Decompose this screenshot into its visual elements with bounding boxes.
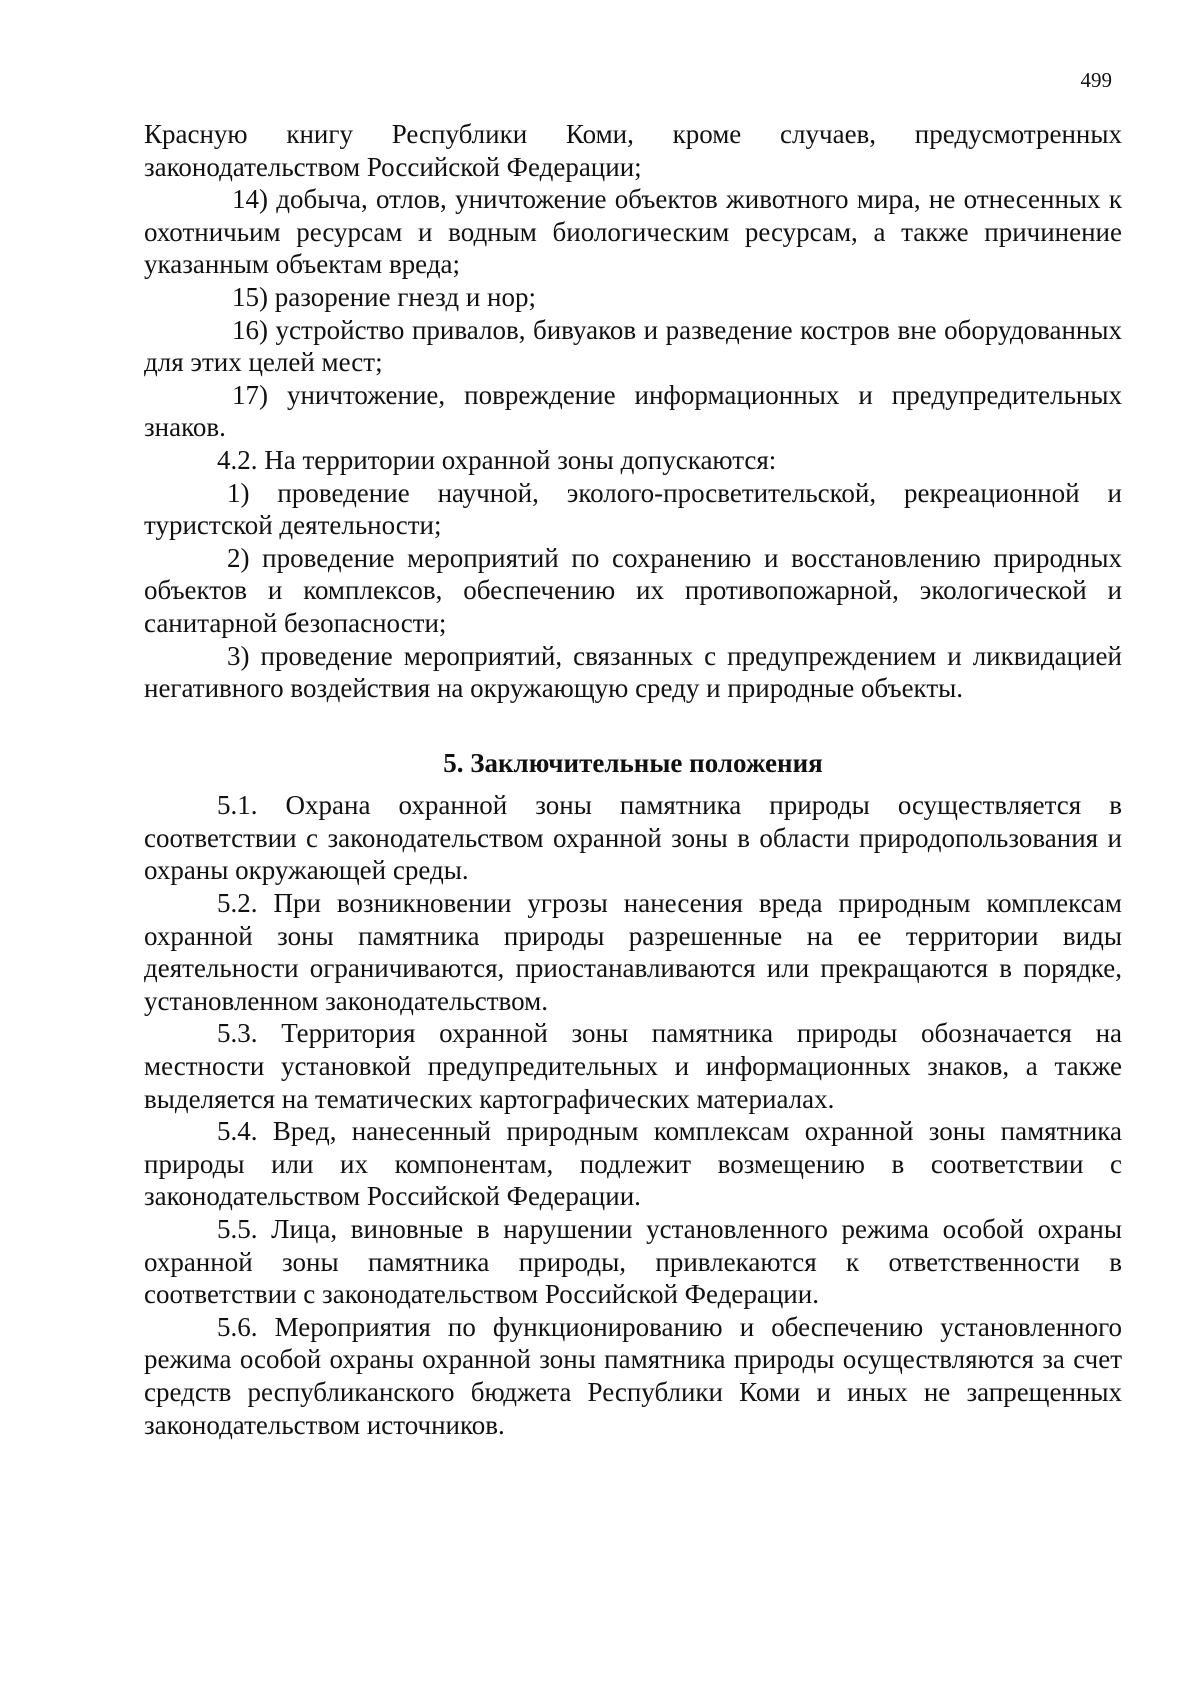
clause-4-2: 4.2. На территории охранной зоны допускаются: <box>217 444 777 475</box>
section-heading: 5. Заключительные положения <box>443 747 823 778</box>
clause-5-1: 5.1. Охрана охранной зоны памятника природы осуществляется в соответствии с законодательством охранной зоны в области природопользования и охраны окружающей среды. <box>144 790 1122 886</box>
clause-5-2: 5.2. При возникновении угрозы нанесения вреда природным комплексам охранной зоны памятника природы разрешенные на ее территории виды деятельности ограничиваются, приостанавливаются или прекращаются в порядке, установленном законодательством. <box>144 888 1122 1016</box>
page-number: 499 <box>1080 68 1112 92</box>
clause-5-5: 5.5. Лица, виновные в нарушении установленного режима особой охраны охранной зоны памятника природы, привлекаются к ответственности в соответствии с законодательством Российской Федерации. <box>144 1214 1122 1310</box>
allowed-item-2: 2) проведение мероприятий по сохранению и восстановлению природных объектов и комплексов, обеспечению их противопожарной, экологической и санитарной безопасности; <box>144 542 1122 638</box>
list-item-17: 17) уничтожение, повреждение информационных и предупредительных знаков. <box>144 379 1122 443</box>
allowed-item-1: 1) проведение научной, эколого-просветительской, рекреационной и туристской деятельности; <box>144 477 1122 541</box>
list-item-15: 15) разорение гнезд и нор; <box>232 281 537 312</box>
clause-5-3: 5.3. Территория охранной зоны памятника природы обозначается на местности установкой предупредительных и информационных знаков, а также выделяется на тематических картографических материалах. <box>144 1018 1122 1114</box>
clause-5-6: 5.6. Мероприятия по функционированию и обеспечению установленного режима особой охраны охранной зоны памятника природы осуществляются за счет средств республиканского бюджета Республики Коми и иных не запрещенных законодательством источников. <box>144 1311 1122 1440</box>
clause-5-4: 5.4. Вред, нанесенный природным комплексам охранной зоны памятника природы или их компонентам, подлежит возмещению в соответствии с законодательством Российской Федерации. <box>144 1116 1122 1212</box>
list-item-14: 14) добыча, отлов, уничтожение объектов животного мира, не отнесенных к охотничьим ресурсам и водным биологическим ресурсам, а также причинение указанным объектам вреда; <box>144 184 1122 280</box>
document-body <box>144 118 1122 1441</box>
allowed-item-3: 3) проведение мероприятий, связанных с предупреждением и ликвидацией негативного воздействия на окружающую среду и природные объекты. <box>144 640 1122 704</box>
paragraph-red-book: Красную книгу Республики Коми, кроме случаев, предусмотренных законодательством Российской Федерации; <box>144 119 1122 182</box>
list-item-16: 16) устройство привалов, бивуаков и разведение костров вне оборудованных для этих целей мест; <box>144 314 1122 378</box>
